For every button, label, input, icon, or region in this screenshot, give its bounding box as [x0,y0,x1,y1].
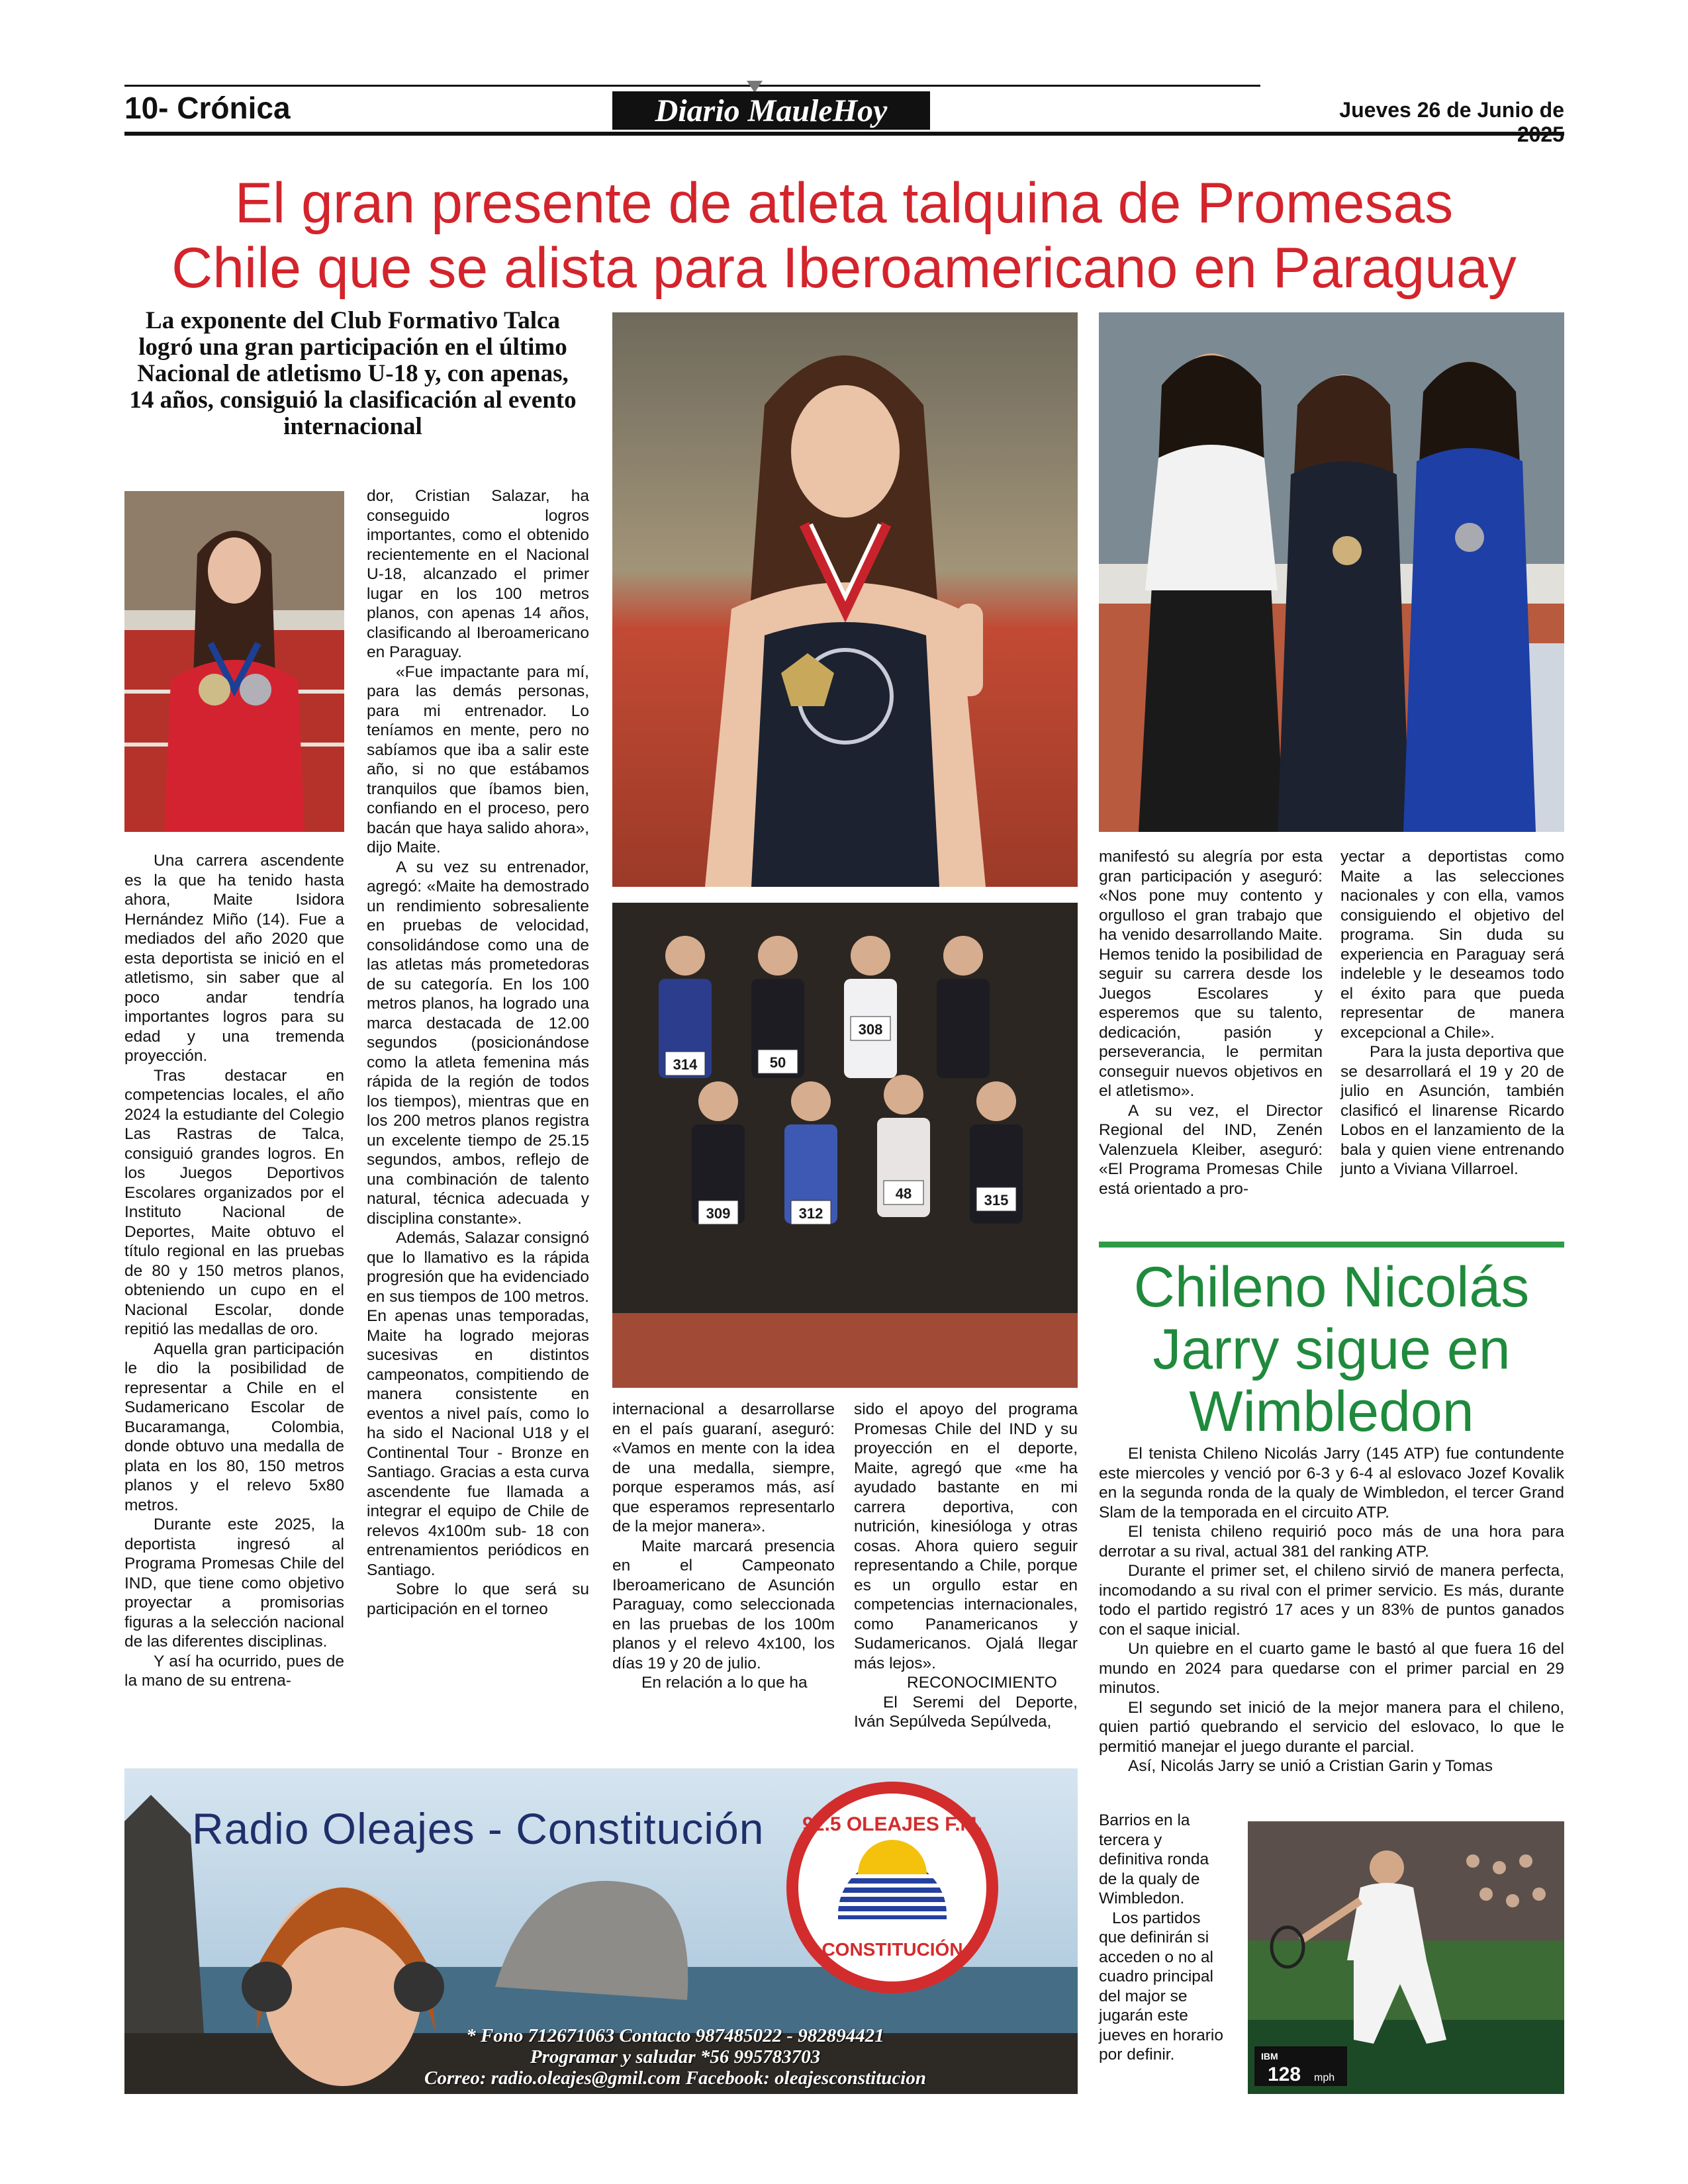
paragraph: Además, Salazar consignó que lo llamativo es la rápida progresión que ha evidenciado en sus tiempos de 100 metros. En apenas unas temporadas, Maite ha logrado mejoras sucesivas en distintos campeonatos, compitiendo de manera consistente en eventos a nivel país, como lo ha sido el Nacional U18 y el Continental Tour - Bronze en Santiago. Gracias a esta curva ascendente fue llamada a integrar el equipo de Chile de relevos 4x100m sub- 18 con entrenamientos periódicos en Santiago. [367,1229,589,1579]
paragraph: dor, Cristian Salazar, ha conseguido logros importantes, como el obtenido recientemente en el Nacional U-18, alcanzado el primer lugar en los 100 metros planos, con apenas 14 años, clasificando al Iberoamericano en Paraguay. [367,487,589,661]
section-heading: RECONOCIMIENTO [907,1674,1057,1692]
scoreboard-unit: mph [1314,2072,1335,2083]
header-top-rule [124,85,1260,87]
paragraph: En relación a lo que ha [641,1674,808,1692]
photo-podium [1099,312,1564,832]
article-column-4 [854,1400,1078,1732]
bib-312: 312 [798,1205,823,1222]
paragraph: manifestó su alegría por esta gran participación y aseguró: «Nos pone muy contento y orgulloso el gran trabajo que ha venido desarrollando Maite. Hemos tenido la posibilidad de seguir su carrera desde los Juegos Escolares y esperemos que su talento, dedicación, pasión y perseverancia, le permitan conseguir nuevos objetivos en el atletismo». [1099,848,1323,1100]
radio-logo-sun [858,1840,927,1874]
photo-tennis-player [1248,1821,1564,2094]
paragraph: Los partidos que definirán si acceden o no al cuadro principal del major se jugarán este jueves en horario por definir. [1099,1909,1223,2064]
paragraph: Y así ha ocurrido, pues de la mano de su entrena- [124,1652,344,1690]
issue-date: Jueves 26 de Junio de [1339,98,1564,122]
second-article-tail [1099,1811,1228,2065]
ad-phone-line: * Fono 712671063 Contacto 987485022 - 982894421 [466,2025,884,2046]
paragraph: Una carrera ascendente es la que ha tenido hasta ahora, Maite Isidora Hernández Miño (14). Fue a mediados del año 2020 que esta deportista se inició en el atletismo, sin saber que al poco andar tendría importantes logros para su edad y una tremenda proyección. [124,852,344,1065]
bib-309: 309 [706,1205,731,1222]
paragraph: A su vez su entrenador, agregó: «Maite ha demostrado un rendimiento sobresaliente en pruebas de velocidad, consolidándose como una de las atletas más prometedoras de su categoría. En los 100 metros planos, ha logrado una marca destacada de 12.00 segundos (posicionándose como la atleta femenina más rápida de la región de todos los tiempos), mientras que en los 200 metros planos registra un excelente tiempo de 25.15 segundos, ambos, reflejo de una combinación de talento natural, técnica adecuada y disciplina constante». [367,858,589,1228]
header-bottom-rule [124,132,1564,136]
ad-title: Radio Oleajes - Constitución [192,1804,765,1853]
radio-logo-top-text: 92.5 OLEAJES F.M. [802,1813,982,1835]
bib-48: 48 [895,1185,912,1202]
paragraph: El tenista chileno requirió poco más de una hora para derrotar a su rival, actual 381 del ranking ATP. [1099,1523,1564,1561]
paragraph: A su vez, el Director Regional del IND, Zenén Valenzuela Kleiber, aseguró: «El Programa Promesas Chile está orientado a pro- [1099,1101,1323,1198]
section-label: 10- Crónica [124,91,291,125]
masthead: Diario MauleHoy [612,91,930,130]
bib-314: 314 [673,1056,698,1073]
bib-315: 315 [984,1192,1009,1208]
paragraph: internacional a desarrollarse en el país guaraní, aseguró: «Vamos en mente con la idea de una medalla, siempre, porque esperamos más, así que esperamos representarlo de la mejor manera». [612,1400,835,1535]
second-article-body [1099,1444,1564,1776]
headline-line-2: Chile que se alista para Iberoamericano en Paraguay [171,236,1517,300]
paragraph: Tras destacar en competencias locales, el año 2024 la estudiante del Colegio Las Rastras de Talca, consiguió grandes logros. En los Juegos Deportivos Escolares organizados por el Instituto Nacional de Deportes, Maite obtuvo el título regional en las pruebas de 80 y 150 metros planos, obteniendo un cupo en el Nacional Escolar, donde repitió las medallas de oro. [124,1066,344,1338]
paragraph: Barrios en la tercera y definitiva ronda de la qualy de Wimbledon. [1099,1811,1209,1907]
paragraph: Maite marcará presencia en el Campeonato Iberoamericano de Asunción Paraguay, como seleccionada en las pruebas de los 100m planos y el relevo 4x100, los días 19 y 20 de julio. [612,1537,835,1672]
paragraph: Para la justa deportiva que se desarrollará el 19 y 20 de julio en Asunción, también clasificó el linarense Ricardo Lobos en el lanzamiento de la bala y quien viene entrenando junto a Viviana Villarroel. [1340,1043,1564,1178]
radio-logo [786,1782,998,1993]
article-column-6 [1340,847,1564,1179]
ad-greetings-line: Programar y saludar *56 995783703 [530,2046,821,2068]
paragraph: yectar a deportistas como Maite a las selecciones nacionales y con ella, vamos consiguiendo el objetivo del programa. Sin duda su experiencia en Paraguay será indeleble y le deseamos todo el éxito para que pueda representar de manera excepcional a Chile». [1340,848,1564,1042]
paragraph: El segundo set inició de la mejor manera para el chileno, quien partió quebrando el servicio del eslovaco, lo que le permitió manejar el juego durante el parcial. [1099,1698,1564,1756]
article-column-2 [367,486,589,1619]
bib-308: 308 [858,1021,883,1038]
article-column-3 [612,1400,835,1693]
section-divider [1099,1242,1564,1248]
article-column-5 [1099,847,1323,1199]
article-subheading: La exponente del Club Formativo Talca logró una gran participación en el último Nacional de atletismo U-18 y, con apenas, 14 años, consiguió la clasificación al evento internacional [129,307,577,440]
paragraph: Durante este 2025, la deportista ingresó al Programa Promesas Chile del IND, que tiene como objetivo proyectar a promisorias figuras a la selección nacional de las diferentes disciplinas. [124,1516,344,1651]
paragraph: Sobre lo que será su participación en el torneo [367,1580,589,1618]
second-article-headline: Chileno Nicolás Jarry sigue en Wimbledon [1133,1255,1530,1443]
paragraph: sido el apoyo del programa Promesas Chile del IND y su proyección en el deporte, Maite, agregó que «me ha ayudado bastante en mi carrera deportiva, con nutrición, kinesióloga y otras cosas. Ahora quiero seguir representando a Chile, porque es un orgullo estar en competencias internacionales, como Panamericanos y Sudamericanos. Ojalá llegar más lejos». [854,1400,1078,1672]
photo-relay-team [612,903,1078,1388]
article-column-1 [124,851,344,1691]
radio-logo-bottom-text: CONSTITUCIÓN [821,1939,963,1960]
paragraph: Así, Nicolás Jarry se unió a Cristian Garin y Tomas [1128,1757,1493,1775]
ad-email-line: Correo: radio.oleajes@gmil.com Facebook: oleajesconstitucion [424,2068,926,2089]
headline-line-1: El gran presente de atleta talquina de Promesas [234,171,1454,235]
bib-50: 50 [769,1054,786,1071]
paragraph: El Seremi del Deporte, Iván Sepúlveda Sepúlveda, [854,1693,1078,1731]
paragraph: El tenista Chileno Nicolás Jarry (145 ATP) fue contundente este miercoles y venció por 6-3 y 6-4 al eslovaco Jozef Kovalik en la segunda ronda de la qualy de Wimbledon, el tercer Grand Slam de la temporada en el circuito ATP. [1099,1445,1564,1522]
paragraph: Aquella gran participación le dio la posibilidad de representar a Chile en el Sudamericano Escolar de Bucaramanga, Colombia, donde obtuvo una medalla de plata en los 80, 150 metros planos y el relevo 5x80 metros. [124,1340,344,1514]
scoreboard-brand: IBM [1261,2051,1278,2062]
paragraph: «Fue impactante para mí, para las demás personas, para mi entrenador. Lo teníamos en mente, pero no sabíamos que iba a salir este año, si no que estábamos tranquilos que íbamos bien, confiando en el proceso, pero bacán que haya salido ahora», dijo Maite. [367,662,589,856]
photo-athlete-portrait [124,491,344,832]
paragraph: Un quiebre en el cuarto game le bastó al que fuera 16 del mundo en 2024 para quedarse con el primer parcial en 29 minutos. [1099,1640,1564,1697]
ad-contact [357,2025,993,2089]
article-headline [99,171,1589,300]
paragraph: Durante el primer set, el chileno sirvió de manera perfecta, incomodando a su rival con el primer servicio. Es más, durante todo el partido registró 17 aces y un 83% de puntos ganados con el saque inicial. [1099,1562,1564,1639]
photo-athlete-main [612,312,1078,887]
scoreboard-speed: 128 [1268,2064,1301,2085]
